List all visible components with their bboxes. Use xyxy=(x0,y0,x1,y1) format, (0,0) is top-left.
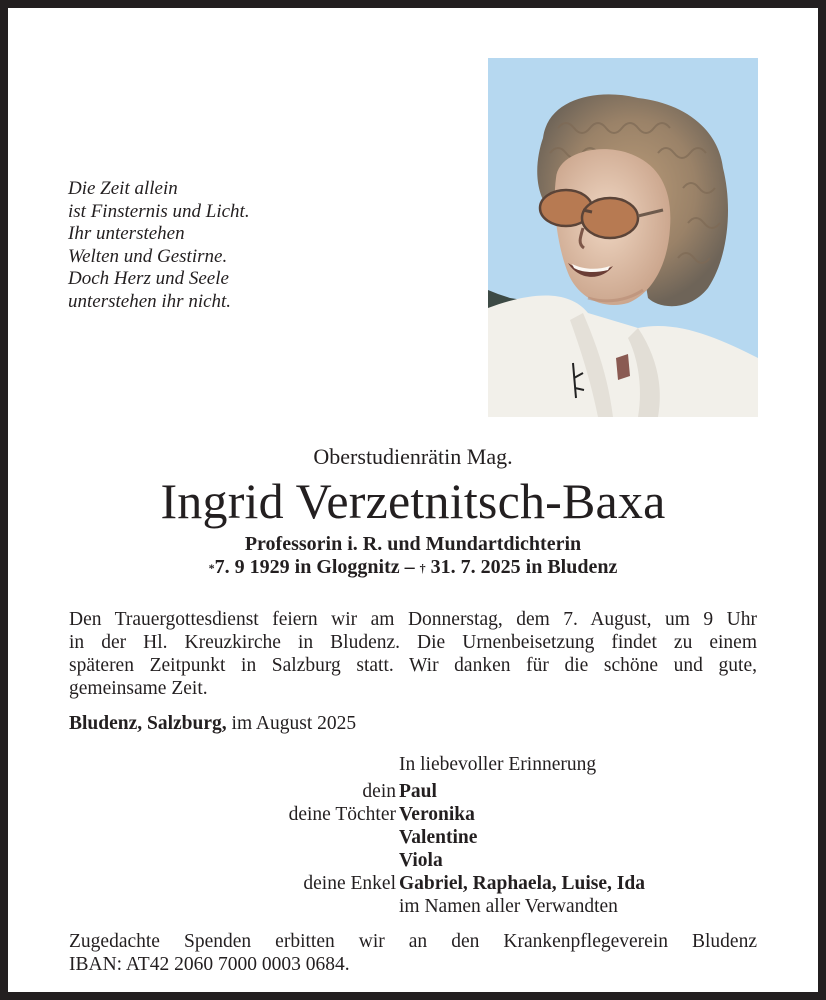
mourner-name: Valentine xyxy=(399,827,478,848)
announcement-line: Den Trauergottesdienst feiern wir am Donnerstag, dem 7. August, um 9 Uhr xyxy=(69,609,757,630)
place-and-date xyxy=(69,712,356,735)
life-dates xyxy=(8,556,818,579)
mourner-row xyxy=(8,803,818,826)
mourners-list xyxy=(8,753,818,918)
mourners-closing: im Namen aller Verwandten xyxy=(399,896,618,917)
poem-line: ist Finsternis und Licht. xyxy=(68,200,250,222)
announcement-line: späteren Zeitpunkt in Salzburg statt. Wir danken für die schöne und gute, xyxy=(69,655,757,676)
iban: IBAN: AT42 2060 7000 0003 0684. xyxy=(69,954,350,975)
academic-title: Oberstudienrätin Mag. xyxy=(313,444,513,469)
birth-date-place: 7. 9 1929 in Gloggnitz – xyxy=(214,556,420,578)
mourner-name: Gabriel, Raphaela, Luise, Ida xyxy=(399,873,645,894)
funeral-announcement xyxy=(69,608,757,700)
mourners-intro: In liebevoller Erinnerung xyxy=(399,754,597,775)
poem-line: Doch Herz und Seele xyxy=(68,268,229,289)
mourner-row xyxy=(8,849,818,872)
obituary-page xyxy=(8,8,818,992)
profession: Professorin i. R. und Mundartdichterin xyxy=(244,533,582,555)
donation-note xyxy=(69,930,757,976)
mourner-name: Viola xyxy=(399,850,443,871)
death-date-place: 31. 7. 2025 in Bludenz xyxy=(425,556,618,578)
mourner-name: Paul xyxy=(399,781,437,802)
relation-label: deine Enkel xyxy=(303,873,396,894)
mourners-intro-row xyxy=(8,753,818,776)
poem-line: Die Zeit allein xyxy=(68,178,178,199)
mourner-row xyxy=(8,826,818,849)
date: im August 2025 xyxy=(226,713,357,734)
donation-text: Zugedachte Spenden erbitten wir an den Krankenpflegeverein Bludenz xyxy=(69,931,757,952)
announcement-line: in der Hl. Kreuzkirche in Bludenz. Die Urnenbeisetzung findet zu einem xyxy=(69,632,757,653)
portrait-image xyxy=(488,58,758,417)
death-cross-icon: † xyxy=(419,561,426,575)
poem-line: Ihr unterstehen xyxy=(68,223,185,244)
places: Bludenz, Salzburg, xyxy=(69,713,227,734)
poem-line: unterstehen ihr nicht. xyxy=(68,290,232,312)
relation-label: deine Töchter xyxy=(288,804,396,825)
relation-label: dein xyxy=(362,781,396,802)
poem xyxy=(68,178,328,313)
announcement-line: gemeinsame Zeit. xyxy=(69,678,208,699)
title-block xyxy=(8,443,818,579)
birth-symbol: * xyxy=(208,561,215,575)
mourners-closing-row xyxy=(8,895,818,918)
deceased-name: Ingrid Verzetnitsch-Baxa xyxy=(160,473,666,529)
mourner-row xyxy=(8,872,818,895)
mourner-name: Veronika xyxy=(399,804,475,825)
mourner-row xyxy=(8,780,818,803)
poem-line: Welten und Gestirne. xyxy=(68,245,228,267)
portrait-photo xyxy=(488,58,758,417)
